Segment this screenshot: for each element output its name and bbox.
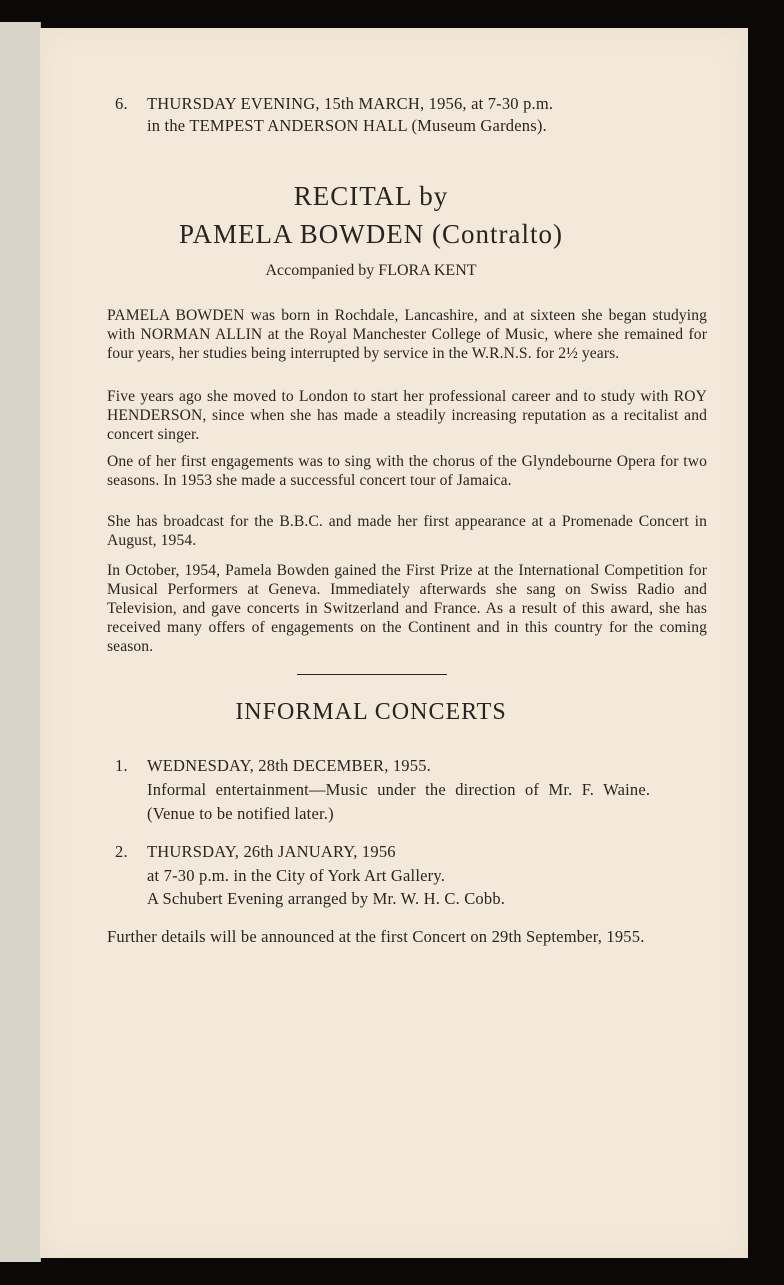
informal-item-1-description: Informal entertainment—Music under the direction of Mr. F. Waine. — [147, 780, 651, 799]
informal-item-2-date: THURSDAY, 26th JANUARY, 1956 — [147, 842, 396, 861]
recital-title: RECITAL by — [293, 181, 449, 211]
informal-item-2-description: A Schubert Evening arranged by Mr. W. H. C. Cobb. — [147, 889, 506, 908]
bio-paragraph: PAMELA BOWDEN was born in Rochdale, Lancashire, and at sixteen she began studying with NORMAN ALLIN at the Royal Manchester College of Music, where she remained for four years, her studies being interrupted by service in the W.R.N.S. for 2½ years. — [107, 307, 707, 362]
bio-paragraph: One of her first engagements was to sing with the chorus of the Glyndebourne Opera for two seasons. In 1953 she made a successful concert tour of Jamaica. — [107, 453, 707, 489]
bio-paragraph: Five years ago she moved to London to start her professional career and to study with ROY HENDERSON, since when she has made a steadily increasing reputation as a recitalist and concert singer. — [107, 388, 707, 443]
bio-paragraph: She has broadcast for the B.B.C. and made her first appearance at a Promenade Concert in August, 1954. — [107, 513, 707, 549]
recital-performer: PAMELA BOWDEN (Contralto) — [179, 219, 563, 249]
footer-note: Further details will be announced at the first Concert on 29th September, 1955. — [107, 927, 645, 946]
previous-page-edge — [0, 22, 41, 1262]
informal-item-1-date: WEDNESDAY, 28th DECEMBER, 1955. — [147, 756, 431, 775]
document-page — [40, 28, 748, 1258]
event-6-date: THURSDAY EVENING, 15th MARCH, 1956, at 7-30 p.m. — [147, 94, 554, 113]
informal-item-1-number: 1. — [115, 756, 128, 775]
event-6-venue: in the TEMPEST ANDERSON HALL (Museum Gardens). — [147, 116, 547, 135]
informal-item-2-time-venue: at 7-30 p.m. in the City of York Art Gallery. — [147, 866, 446, 885]
informal-item-1-venue: (Venue to be notified later.) — [147, 804, 334, 823]
section-divider — [297, 674, 447, 675]
informal-item-2-number: 2. — [115, 842, 128, 861]
bio-paragraph: In October, 1954, Pamela Bowden gained the First Prize at the International Competition for Musical Performers at Geneva. Immediately afterwards she sang on Swiss Radio and Television, and gave concerts in Switzerland and France. As a result of this award, she has received many offers of engagements on the Continent and in this country for the coming season. — [107, 562, 707, 655]
informal-concerts-heading: INFORMAL CONCERTS — [235, 699, 507, 725]
accompanist-line: Accompanied by FLORA KENT — [265, 262, 477, 279]
event-6-number: 6. — [115, 94, 128, 113]
